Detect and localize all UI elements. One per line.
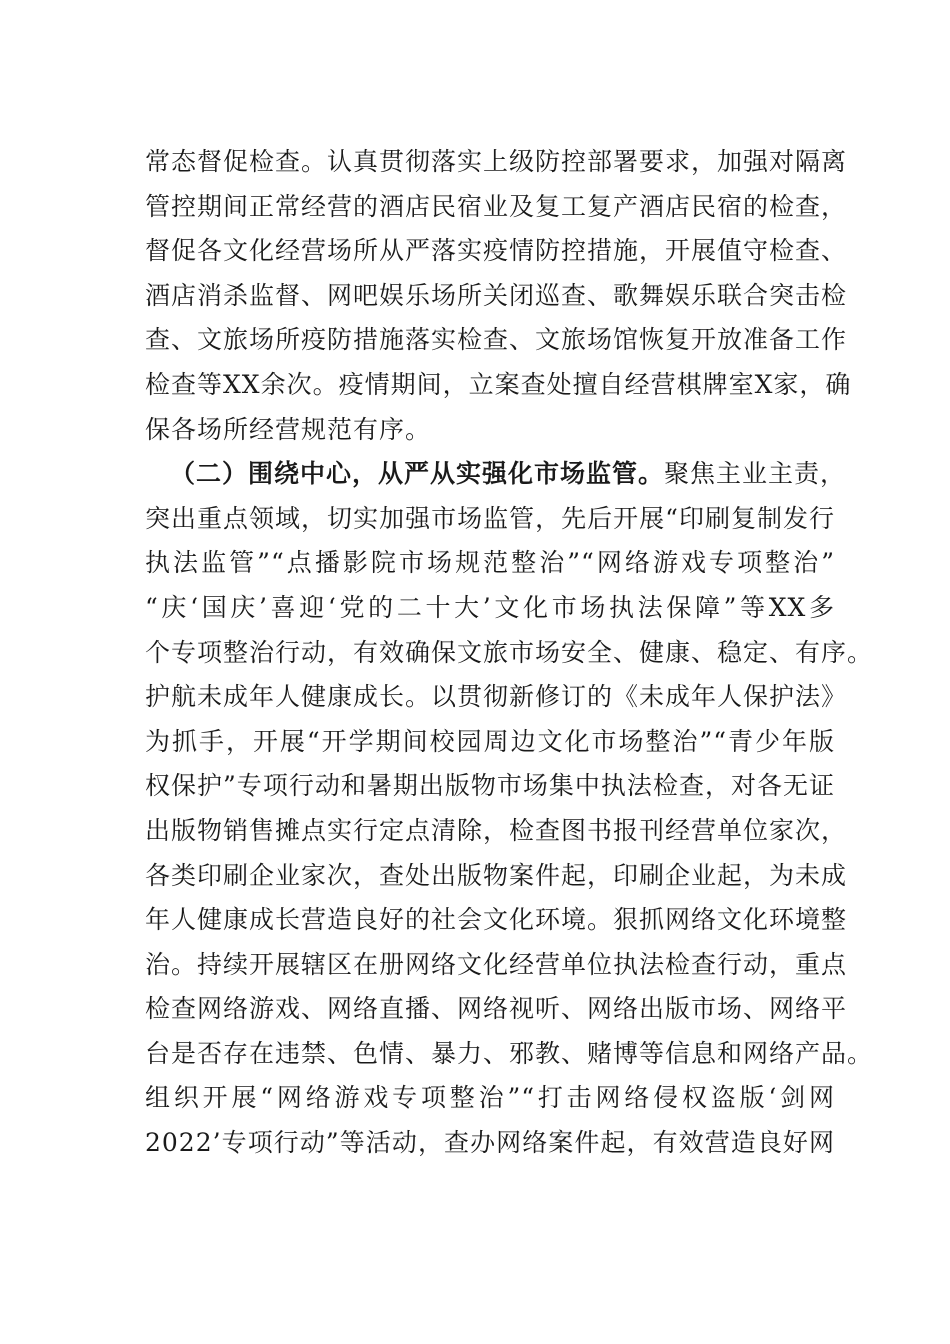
paragraph-first-line (145, 452, 847, 497)
paragraph-1 (145, 140, 852, 452)
paragraph-line: 保各场所经营规范有序。 (145, 414, 432, 444)
paragraph-line: 执法监管”“点播影院市场规范整治”“网络游戏专项整治” (145, 548, 835, 578)
paragraph-2 (145, 452, 874, 1166)
paragraph-line: 常态督促检查。认真贯彻落实上级防控部署要求，加强对隔离 (145, 147, 848, 176)
paragraph-line: 检查网络游戏、网络直播、网络视听、网络出版市场、网络平 (145, 994, 848, 1024)
paragraph-line: “庆‘国庆’喜迎‘党的二十大’文化市场执法保障”等XX多 (145, 592, 835, 622)
paragraph-line: 酒店消杀监督、网吧娱乐场所关闭巡查、歌舞娱乐联合突击检 (145, 280, 848, 310)
paragraph-line: 组织开展“网络游戏专项整治”“打击网络侵权盗版‘剑网 (145, 1083, 835, 1113)
paragraph-line: 各类印刷企业家次，查处出版物案件起，印刷企业起，为未成 (145, 860, 848, 890)
document-body (145, 140, 874, 1166)
heading-line-rest: 聚焦主业主责， (664, 459, 847, 489)
paragraph-line: 出版物销售摊点实行定点清除，检查图书报刊经营单位家次， (145, 815, 848, 845)
paragraph-line: 权保护”专项行动和暑期出版物市场集中执法检查，对各无证 (145, 771, 835, 801)
paragraph-line: 2022’专项行动”等活动，查办网络案件起，有效营造良好网 (145, 1128, 835, 1158)
paragraph-line: 治。持续开展辖区在册网络文化经营单位执法检查行动，重点 (145, 949, 848, 979)
paragraph-line: 检查等XX余次。疫情期间，立案查处擅自经营棋牌室X家，确 (145, 369, 852, 399)
paragraph-line: 突出重点领域，切实加强市场监管，先后开展“印刷复制发行 (145, 503, 835, 533)
paragraph-line: 为抓手，开展“开学期间校园周边文化市场整治”“青少年版 (145, 726, 835, 756)
paragraph-line: 护航未成年人健康成长。以贯彻新修订的《未成年人保护法》 (145, 682, 848, 712)
paragraph-line: 台是否存在违禁、色情、暴力、邪教、赌博等信息和网络产品。 (145, 1038, 874, 1068)
paragraph-line: 查、文旅场所疫防措施落实检查、文旅场馆恢复开放准备工作 (145, 325, 848, 355)
paragraph-line: 管控期间正常经营的酒店民宿业及复工复产酒店民宿的检查， (145, 191, 848, 221)
paragraph-line: 年人健康成长营造良好的社会文化环境。狠抓网络文化环境整 (145, 905, 848, 935)
section-heading: （二）围绕中心，从严从实强化市场监管。 (170, 459, 665, 489)
paragraph-line: 个专项整治行动，有效确保文旅市场安全、健康、稳定、有序。 (145, 637, 874, 667)
paragraph-line: 督促各文化经营场所从严落实疫情防控措施，开展值守检查、 (145, 236, 848, 266)
